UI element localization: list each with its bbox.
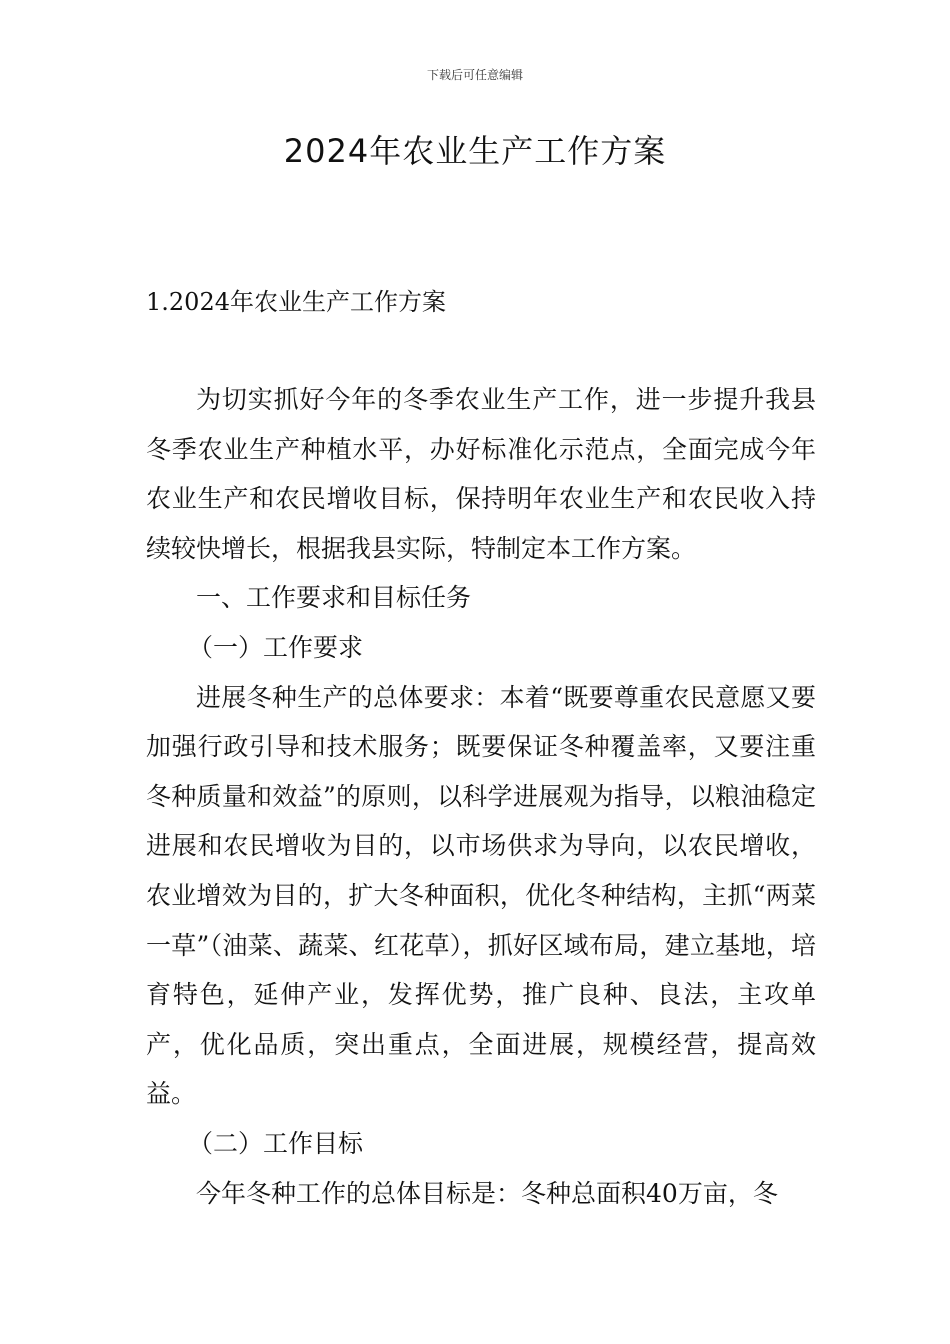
goals-paragraph: 今年冬种工作的总体目标是：冬种总面积40万亩，冬 bbox=[196, 1178, 778, 1208]
requirements-paragraph: 进展冬种生产的总体要求：本着“既要尊重农民意愿又要加强行政引导和技术服务；既要保证冬种覆盖率，又要注重冬种质量和效益”的原则，以科学进展观为指导，以粮油稳定进展和农民增收为目的，以市场供求为导向，以农民增收，农业增效为目的，扩大冬种面积，优化冬种结构，主抓“两菜一草”（油菜、蔬菜、红花草），抓好区域布局，建立基地，培育特色，延伸产业，发挥优势，推广良种、良法，主攻单产，优化品质，突出重点，全面进展，规模经营，提高效益。 bbox=[146, 682, 816, 1109]
heading-work-requirements-and-goals: 一、工作要求和目标任务 bbox=[196, 583, 472, 613]
document-title: 2024年农业生产工作方案 bbox=[283, 132, 667, 170]
subheading-work-goals: （二）工作目标 bbox=[188, 1128, 364, 1158]
document-body bbox=[146, 375, 816, 1218]
intro-paragraph: 为切实抓好今年的冬季农业生产工作，进一步提升我县冬季农业生产种植水平，办好标准化示范点，全面完成今年农业生产和农民增收目标，保持明年农业生产和农民收入持续较快增长，根据我县实际，特制定本工作方案。 bbox=[146, 385, 816, 563]
section-title: 1.2024年农业生产工作方案 bbox=[146, 288, 446, 316]
subheading-work-requirements: （一）工作要求 bbox=[188, 632, 364, 662]
download-note: 下载后可任意编辑 bbox=[426, 68, 523, 82]
